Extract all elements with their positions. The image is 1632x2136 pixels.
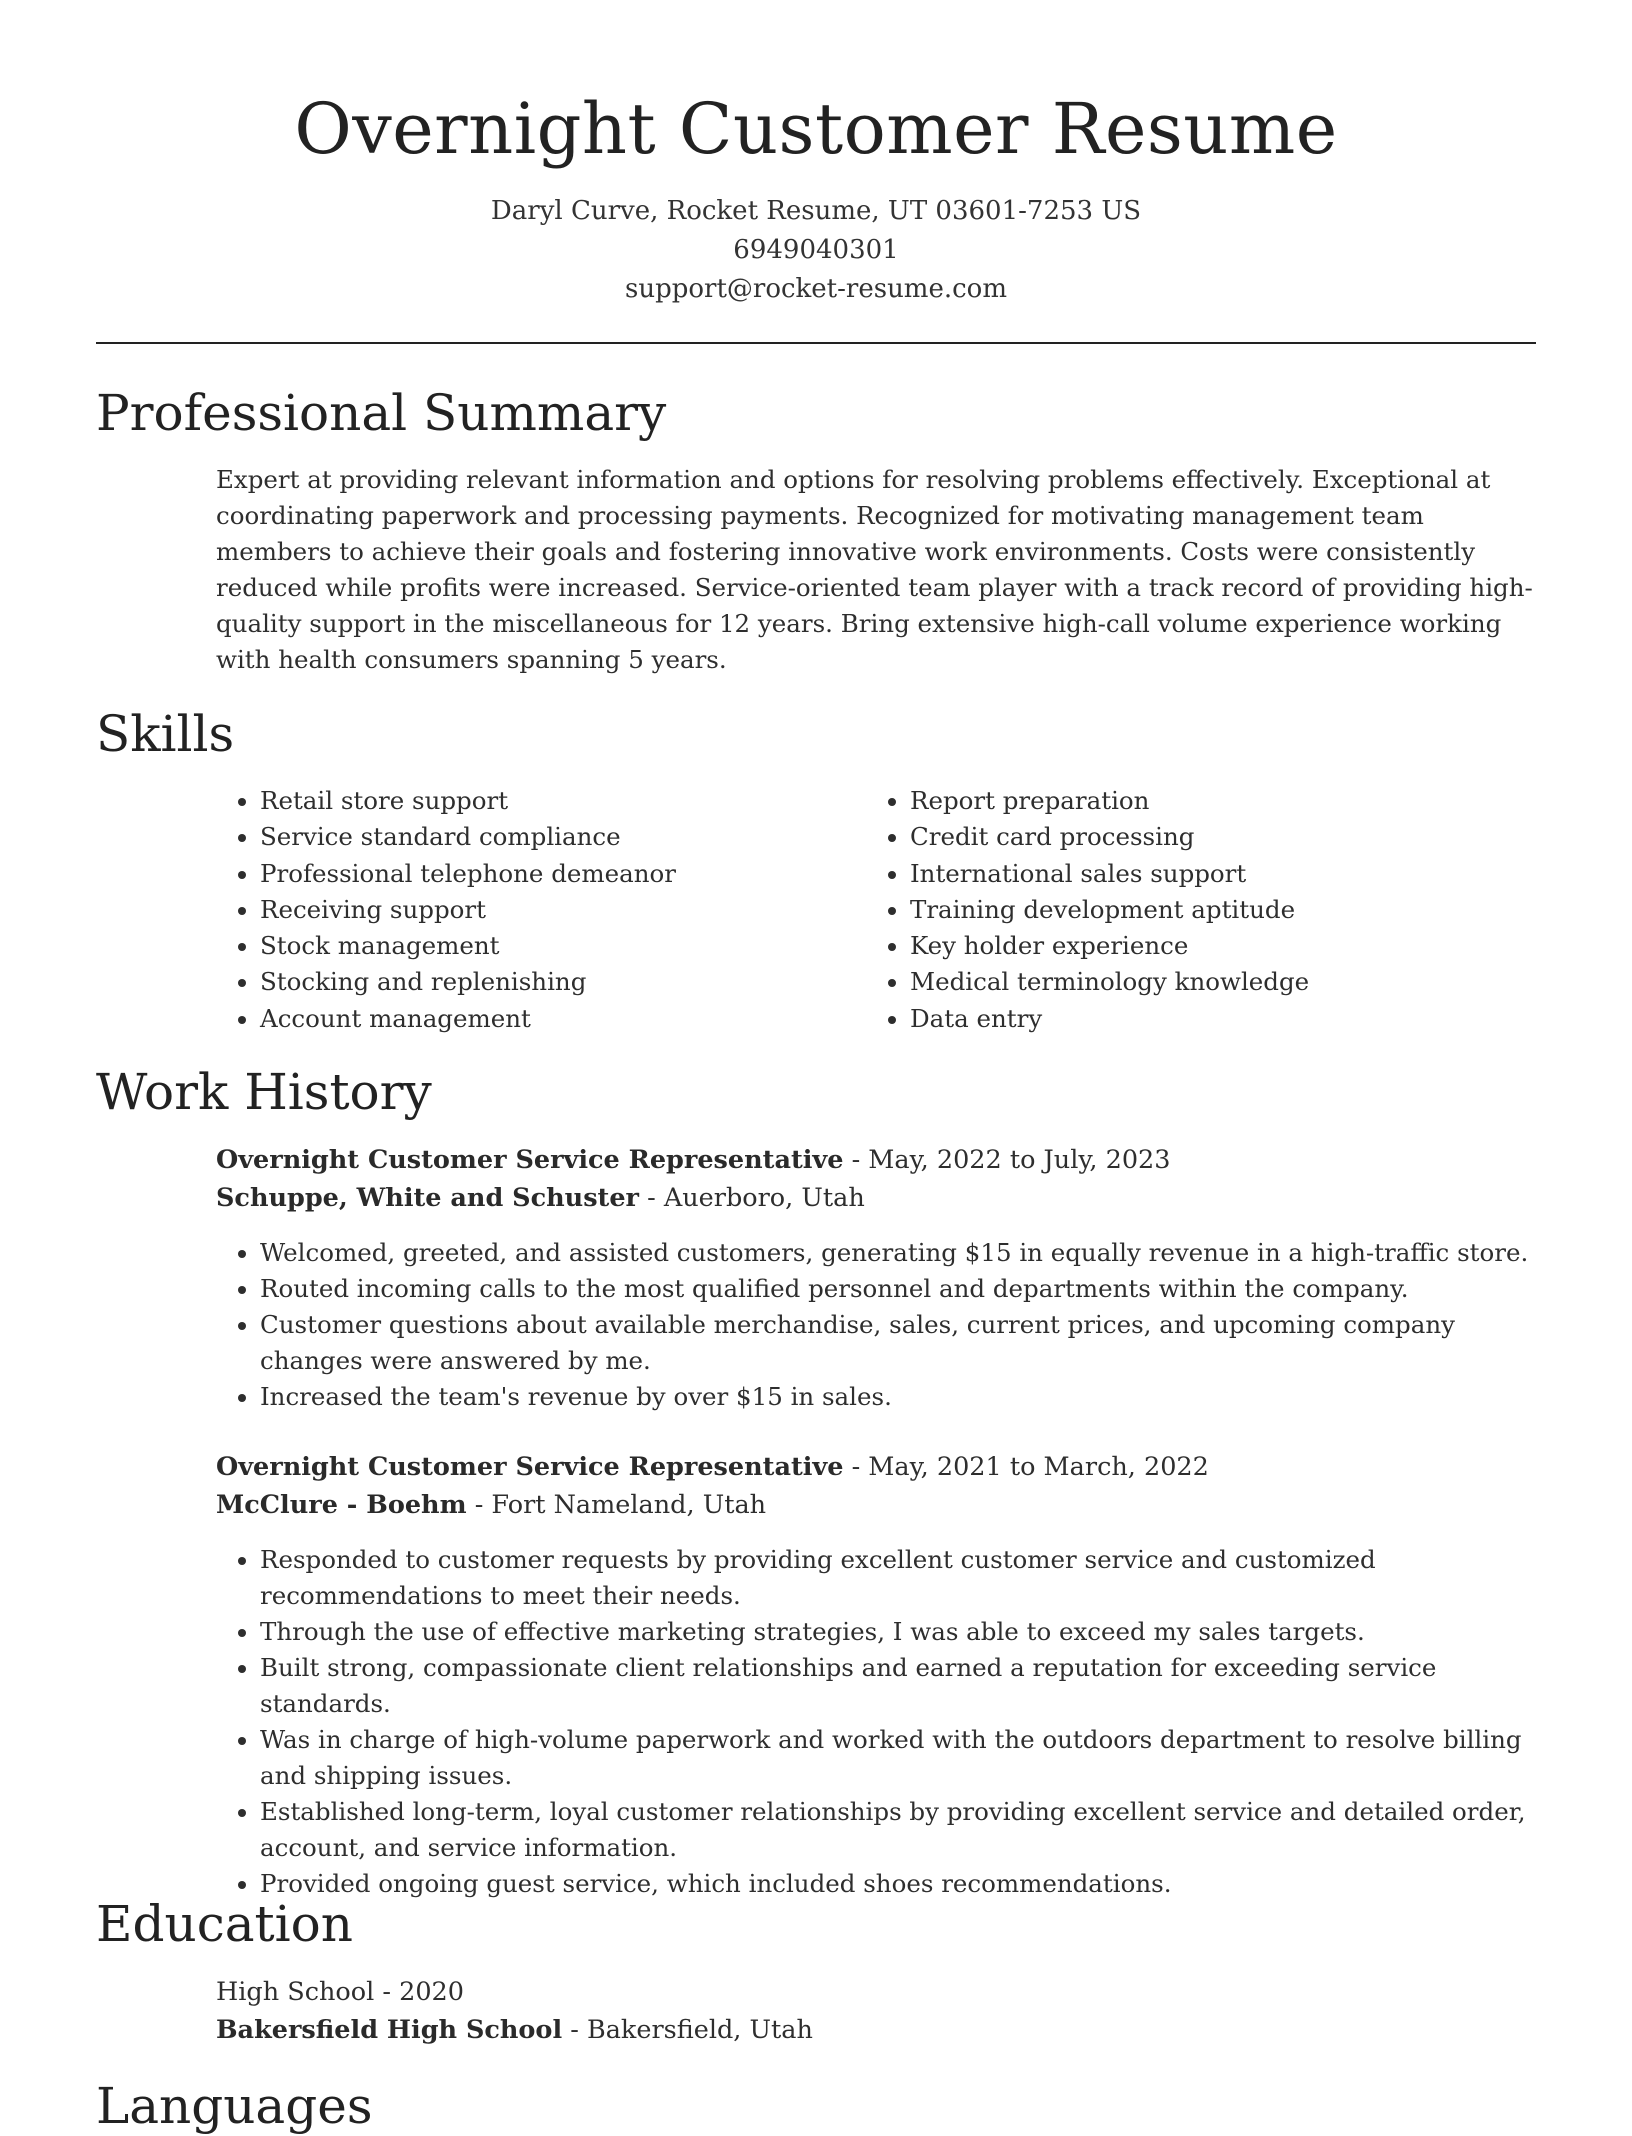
- job-company-line: [216, 1179, 1536, 1217]
- resume-header: [0, 0, 1632, 309]
- education-location: - Bakersfield, Utah: [562, 2015, 813, 2045]
- contact-info: [0, 192, 1632, 309]
- job-role: Overnight Customer Service Representative: [216, 1452, 844, 1482]
- job-entry: [216, 1141, 1536, 1415]
- skill-item: • Data entry: [910, 1001, 1550, 1037]
- skill-item: • Receiving support: [260, 892, 860, 928]
- job-location: - Fort Nameland, Utah: [466, 1490, 767, 1520]
- job-bullet: • Provided ongoing guest service, which included shoes recommendations.: [260, 1866, 1536, 1902]
- job-entry: [216, 1448, 1536, 1902]
- education-entry: [216, 1973, 1536, 2049]
- education-school-line: [216, 2011, 1536, 2049]
- education-year: - 2020: [374, 1977, 465, 2007]
- job-dates: - May, 2022 to July, 2023: [843, 1145, 1171, 1175]
- education-degree-line: [216, 1973, 1536, 2011]
- skill-item: • Key holder experience: [910, 928, 1550, 964]
- skill-item: • Service standard compliance: [260, 819, 860, 855]
- summary-text: Expert at providing relevant information and options for resolving problems effectively. Exceptional at coordinating paperwork and processing payments. Recognized for motivating management team members to achieve their goals and fostering innovative work environments. Costs were consistently reduced while profits were increased. Service-oriented team player with a track record of providing high-quality support in the miscellaneous for 12 years. Bring extensive high-call volume experience working with health consumers spanning 5 years.: [216, 465, 1533, 674]
- work-history-heading: Work History: [96, 1063, 432, 1121]
- contact-address: Daryl Curve, Rocket Resume, UT 03601-7253 US: [490, 196, 1142, 226]
- skill-item: • Training development aptitude: [910, 892, 1550, 928]
- header-divider: [96, 342, 1536, 344]
- job-bullet: • Routed incoming calls to the most qualified personnel and departments within the company.: [260, 1271, 1536, 1307]
- skill-item: • Account management: [260, 1001, 860, 1037]
- skill-item: • Retail store support: [260, 783, 860, 819]
- job-bullets: [216, 1235, 1536, 1415]
- job-bullet: • Responded to customer requests by providing excellent customer service and customized recommendations to meet their needs.: [260, 1542, 1536, 1614]
- job-dates: - May, 2021 to March, 2022: [843, 1452, 1209, 1482]
- job-location: - Auerboro, Utah: [639, 1183, 865, 1213]
- skill-item: • Stocking and replenishing: [260, 964, 860, 1000]
- skills-list-right: [866, 783, 1550, 1037]
- job-bullets: [216, 1542, 1536, 1902]
- skill-item: • Stock management: [260, 928, 860, 964]
- job-bullet: • Established long-term, loyal customer relationships by providing excellent service and detailed order, account, and service information.: [260, 1794, 1536, 1866]
- job-bullet: • Built strong, compassionate client relationships and earned a reputation for exceeding service standards.: [260, 1650, 1536, 1722]
- summary-heading: Professional Summary: [96, 384, 667, 442]
- skill-item: • Medical terminology knowledge: [910, 964, 1550, 1000]
- job-role: Overnight Customer Service Representative: [216, 1145, 844, 1175]
- job-title-line: [216, 1448, 1536, 1486]
- skill-item: • International sales support: [910, 856, 1550, 892]
- summary-section: [216, 462, 1536, 678]
- job-company: Schuppe, White and Schuster: [216, 1183, 639, 1213]
- contact-phone: 6949040301: [733, 235, 899, 265]
- skills-list-left: [216, 783, 860, 1037]
- skills-heading: Skills: [96, 705, 235, 763]
- skill-item: • Credit card processing: [910, 819, 1550, 855]
- languages-heading: Languages: [96, 2077, 373, 2135]
- job-bullet: • Increased the team's revenue by over $15 in sales.: [260, 1379, 1536, 1415]
- job-bullet: • Through the use of effective marketing strategies, I was able to exceed my sales targets.: [260, 1614, 1536, 1650]
- job-company-line: [216, 1486, 1536, 1524]
- job-title-line: [216, 1141, 1536, 1179]
- skill-item: • Report preparation: [910, 783, 1550, 819]
- education-degree: High School: [216, 1977, 375, 2007]
- job-bullet: • Welcomed, greeted, and assisted customers, generating $15 in equally revenue in a high-traffic store.: [260, 1235, 1536, 1271]
- skill-item: • Professional telephone demeanor: [260, 856, 860, 892]
- job-company: McClure - Boehm: [216, 1490, 467, 1520]
- resume-title: Overnight Customer Resume: [294, 88, 1338, 170]
- job-bullet: • Customer questions about available merchandise, sales, current prices, and upcoming company changes were answered by me.: [260, 1307, 1536, 1379]
- education-school: Bakersfield High School: [216, 2015, 563, 2045]
- education-heading: Education: [96, 1895, 353, 1953]
- contact-email: support@rocket-resume.com: [624, 274, 1007, 304]
- job-bullet: • Was in charge of high-volume paperwork and worked with the outdoors department to resolve billing and shipping issues.: [260, 1722, 1536, 1794]
